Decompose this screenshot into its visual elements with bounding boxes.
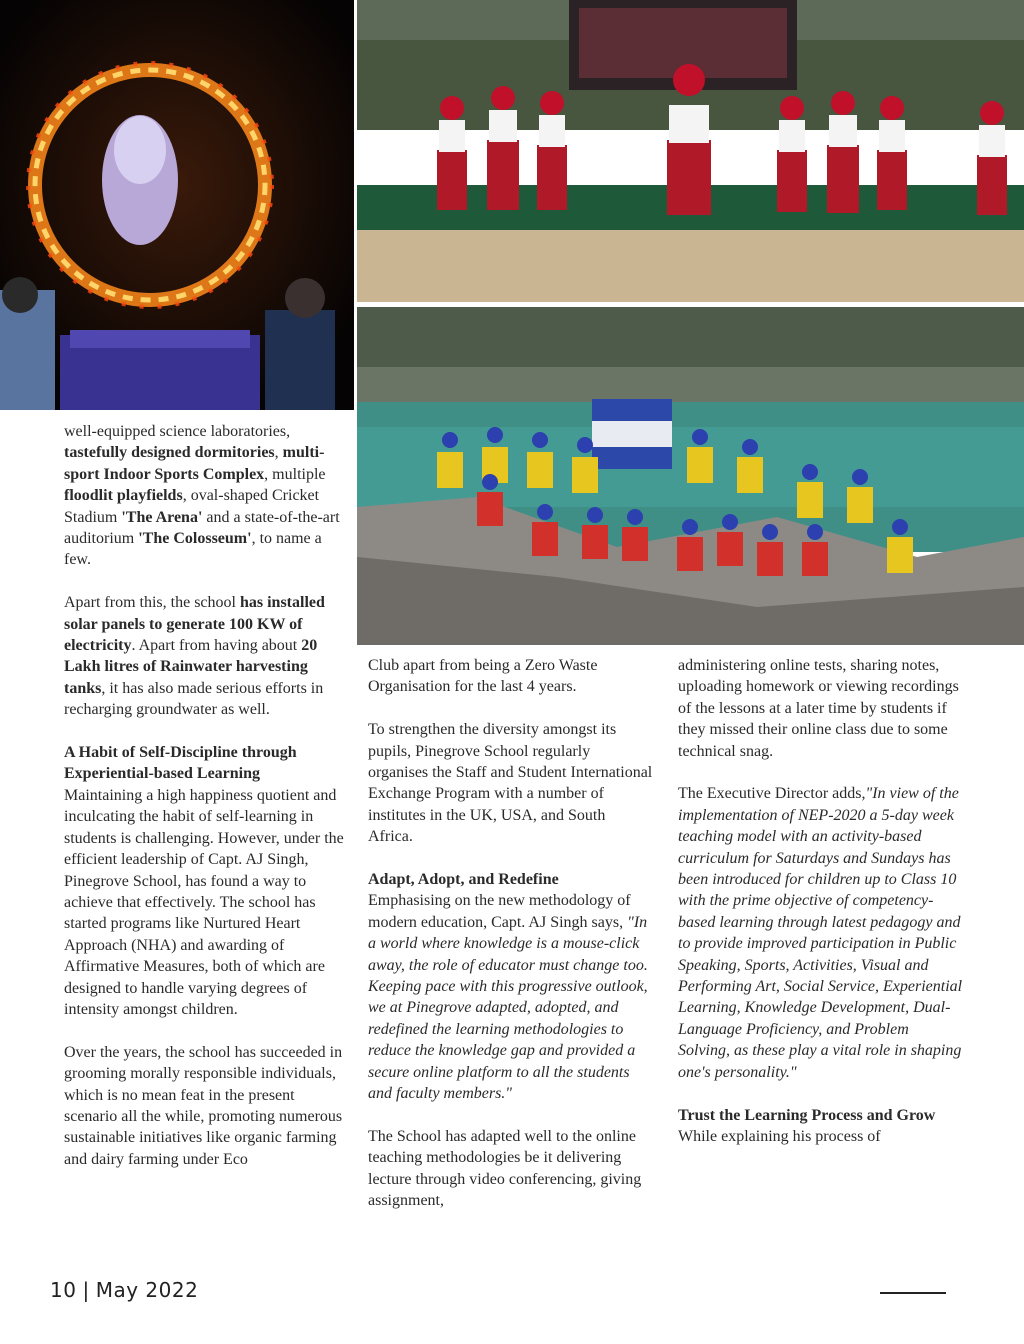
page-footer <box>50 1278 198 1302</box>
article-column-1 <box>64 421 346 1192</box>
article-column-2 <box>368 655 653 1233</box>
section-heading-self-discipline: A Habit of Self-Discipline through Experiential-based Learning <box>64 744 297 783</box>
paragraph-solar: Apart from this, the school has installed solar panels to generate 100 KW of electricity. Apart from having about 20 Lakh litres of Rainwater harvesting tanks, it has also made serious efforts in recharging groundwater as well. <box>64 594 325 719</box>
paragraph-happiness: Maintaining a high happiness quotient and inculcating the habit of self-learning in students is challenging. However, under the efficient leadership of Capt. AJ Singh, Pinegrove School, has found a way to achieve that effectively. The school has started programs like Nurtured Heart Approach (NHA) and awarding of Affirmative Measures, both of which are designed to handle varying degrees of intensity amongst children. <box>64 786 344 1018</box>
paragraph-online: The School has adapted well to the online teaching methodologies be it delivering lecture through video conferencing, giving assignment, <box>368 1127 642 1210</box>
river-group-photo <box>357 307 1024 645</box>
pipe-band-photo <box>357 0 1024 302</box>
paragraph-grooming: Over the years, the school has succeeded in grooming morally responsible individuals, which is no mean feat in the present scenario all the while, promoting numerous sustainable initiatives like organic farming and dairy farming under Eco <box>64 1043 343 1168</box>
fire-ring-photo <box>0 0 354 410</box>
paragraph-online-cont: administering online tests, sharing notes, uploading homework or viewing recordings of the lessons at a later time by students if they missed their online class due to some technical snag. <box>678 657 959 760</box>
paragraph-exchange: To strengthen the diversity amongst its pupils, Pinegrove School regularly organises the Staff and Student International Exchange Program with a number of institutes in the UK, USA, and South Africa. <box>368 721 653 846</box>
footer-separator: | <box>82 1278 90 1302</box>
page-number: 10 <box>50 1278 77 1302</box>
paragraph-facilities: well-equipped science laboratories, tastefully designed dormitories, multi-sport Indoor Sports Complex, multiple floodlit playfields, oval-shaped Cricket Stadium 'The Arena' and a state-of-the-art auditorium 'The Colosseum', to name a few. <box>64 423 340 569</box>
issue-date: May 2022 <box>95 1278 199 1302</box>
paragraph-methodology: Emphasising on the new methodology of modern education, Capt. AJ Singh says, "In a world where knowledge is a mouse-click away, the role of educator must change too. Keeping pace with this progressive outlook, we at Pinegrove adapted, adopted, and redefined the learning methodologies to reduce the knowledge gap and provided a secure online platform to all the students and faculty members." <box>368 892 648 1103</box>
paragraph-process: While explaining his process of <box>678 1127 881 1145</box>
article-column-3 <box>678 655 963 1169</box>
paragraph-eco-club: Club apart from being a Zero Waste Organisation for the last 4 years. <box>368 657 598 696</box>
footer-rule <box>880 1292 946 1294</box>
paragraph-executive-quote: The Executive Director adds,"In view of the implementation of NEP-2020 a 5-day week teaching model with an activity-based curriculum for Saturdays and Sundays has been introduced for children up to Class 10 with the prime objective of competency-based learning through latest pedagogy and to provide improved participation in Public Speaking, Sports, Activities, Visual and Performing Art, Social Service, Experiential Learning, Knowledge Development, Dual-Language Proficiency, and Problem Solving, as these play a vital role in shaping one's personality." <box>678 785 963 1081</box>
section-heading-trust: Trust the Learning Process and Grow <box>678 1106 936 1124</box>
section-heading-adapt: Adapt, Adopt, and Redefine <box>368 871 559 889</box>
